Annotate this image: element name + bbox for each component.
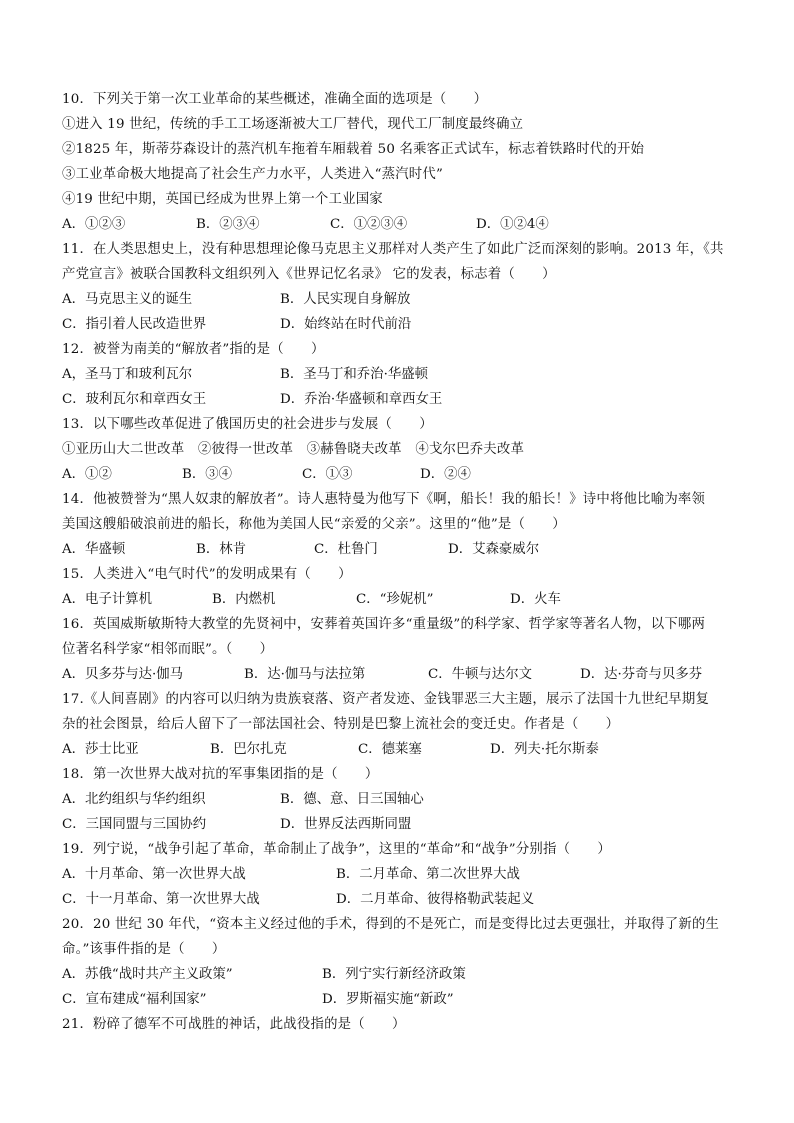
q14-option-c: C．杜鲁门 <box>314 542 378 557</box>
q16-option-c: C．牛顿与达尔文 <box>428 667 532 682</box>
q11-stem-line2: 产党宣言》被联合国教科文组织列入《世界记忆名录》 它的发表，标志着（ ） <box>62 267 556 282</box>
q20-stem-line1: 20．20 世纪 30 年代，“资本主义经过他的手术，得到的不是死亡，而是变得比过去更强壮，并取得了新的生 <box>62 917 720 932</box>
q19-option-b: B．二月革命、第二次世界大战 <box>336 867 520 882</box>
q20-option-b: B．列宁实行新经济政策 <box>322 967 466 982</box>
q21-stem: 21．粉碎了德军不可战胜的神话，此战役指的是（ ） <box>62 1017 406 1032</box>
q19-option-a: A．十月革命、第一次世界大战 <box>62 867 246 882</box>
q11-option-c: C．指引着人民改造世界 <box>62 317 207 332</box>
q18-option-d: D．世界反法西斯同盟 <box>280 817 412 832</box>
q10-item-3: ③工业革命极大地提高了社会生产力水平，人类进入“蒸汽时代” <box>62 167 444 182</box>
q10-option-b: B．②③④ <box>196 217 260 232</box>
q17-stem-line1: 17.《人间喜剧》的内容可以归纳为贵族衰落、资产者发迹、金钱罪恶三大主题，展示了法国十九世纪早期复 <box>62 692 710 707</box>
q16-option-d: D．达·芬奇与贝多芬 <box>580 667 703 682</box>
q12-option-c: C．玻利瓦尔和章西女王 <box>62 392 207 407</box>
q10-item-2: ②1825 年，斯蒂芬森设计的蒸汽机车拖着车厢载着 50 名乘客正式试车，标志着铁路时代的开始 <box>62 142 645 157</box>
q14-stem-line1: 14．他被赞誉为“黑人奴隶的解放者”。诗人惠特曼为他写下《啊，船长！我的船长！》诗中将他比喻为率领 <box>62 492 706 507</box>
q15-option-b: B．内燃机 <box>212 592 276 607</box>
q17-stem-line2: 杂的社会图景，给后人留下了一部法国社会、特别是巴黎上流社会的变迁史。作者是（ ） <box>62 717 620 732</box>
q13-items: ①亚历山大二世改革 ②彼得一世改革 ③赫鲁晓夫改革 ④戈尔巴乔夫改革 <box>62 442 525 457</box>
q19-option-d: D．二月革命、彼得格勒武装起义 <box>336 892 535 907</box>
q15-option-a: A．电子计算机 <box>62 592 153 607</box>
q10-option-a: A．①②③ <box>62 217 126 232</box>
q20-option-d: D．罗斯福实施“新政” <box>322 992 454 1007</box>
q15-option-c: C．“珍妮机” <box>356 592 434 607</box>
q16-stem-line2: 位著名科学家“相邻而眠”。（ ） <box>62 642 274 657</box>
q11-option-b: B．人民实现自身解放 <box>280 292 411 307</box>
q11-stem-line1: 11．在人类思想史上，没有种思想理论像马克思主义那样对人类产生了如此广泛而深刻的影响。2013 年，《共 <box>62 242 724 257</box>
q13-option-a: A．①② <box>62 467 112 482</box>
q14-option-d: D．艾森豪威尔 <box>448 542 540 557</box>
q12-option-d: D．乔治·华盛顿和章西女王 <box>280 392 443 407</box>
q12-stem: 12．被誉为南美的“解放者”指的是（ ） <box>62 342 325 357</box>
q17-option-a: A．莎士比亚 <box>62 742 139 757</box>
q16-option-a: A．贝多芬与达·伽马 <box>62 667 184 682</box>
q12-option-a: A，圣马丁和玻利瓦尔 <box>62 367 193 382</box>
q14-option-b: B．林肯 <box>196 542 247 557</box>
q20-option-a: A．苏俄“战时共产主义政策” <box>62 967 233 982</box>
q19-option-c: C．十一月革命、第一次世界大战 <box>62 892 260 907</box>
q13-option-b: B．③④ <box>182 467 233 482</box>
q17-option-c: C．德莱塞 <box>358 742 422 757</box>
q19-stem: 19．列宁说，“战争引起了革命，革命制止了战争”，这里的“革命”和“战争”分别指（ ） <box>62 842 611 857</box>
q13-stem: 13．以下哪些改革促进了俄国历史的社会进步与发展（ ） <box>62 417 433 432</box>
q11-option-a: A．马克思主义的诞生 <box>62 292 193 307</box>
q18-option-b: B．德、意、日三国轴心 <box>280 792 424 807</box>
q18-stem: 18．第一次世界大战对抗的军事集团指的是（ ） <box>62 767 379 782</box>
q13-option-d: D．②④ <box>420 467 471 482</box>
q20-stem-line2: 命。”该事件指的是（ ） <box>62 942 226 957</box>
q10-item-1: ①进入 19 世纪，传统的手工工场逐渐被大工厂替代，现代工厂制度最终确立 <box>62 117 524 132</box>
q18-option-c: C．三国同盟与三国协约 <box>62 817 207 832</box>
q11-option-d: D．始终站在时代前沿 <box>280 317 412 332</box>
q16-option-b: B．达·伽马与法拉第 <box>244 667 366 682</box>
q20-option-c: C．宣布建成“福利国家” <box>62 992 207 1007</box>
q18-option-a: A．北约组织与华约组织 <box>62 792 206 807</box>
q10-option-d: D．①②4④ <box>476 217 549 232</box>
q15-stem: 15．人类进入“电气时代”的发明成果有（ ） <box>62 567 352 582</box>
q15-option-d: D．火车 <box>510 592 561 607</box>
q14-option-a: A．华盛顿 <box>62 542 126 557</box>
q13-option-c: C．①③ <box>302 467 353 482</box>
q17-option-b: B．巴尔扎克 <box>210 742 287 757</box>
q16-stem-line1: 16．英国威斯敏斯特大教堂的先贤祠中，安葬着英国许多“重量级”的科学家、哲学家等著名人物，以下哪两 <box>62 617 706 632</box>
q17-option-d: D．列夫·托尔斯泰 <box>490 742 599 757</box>
q10-stem: 10．下列关于第一次工业革命的某些概述，准确全面的选项是（ ） <box>62 92 488 107</box>
q14-stem-line2: 美国这艘船破浪前进的船长，称他为美国人民“亲爱的父亲”。这里的“他”是（ ） <box>62 517 566 532</box>
q10-item-4: ④19 世纪中期，英国已经成为世界上第一个工业国家 <box>62 192 383 207</box>
q12-option-b: B．圣马丁和乔治·华盛顿 <box>280 367 429 382</box>
q10-option-c: C．①②③④ <box>330 217 408 232</box>
